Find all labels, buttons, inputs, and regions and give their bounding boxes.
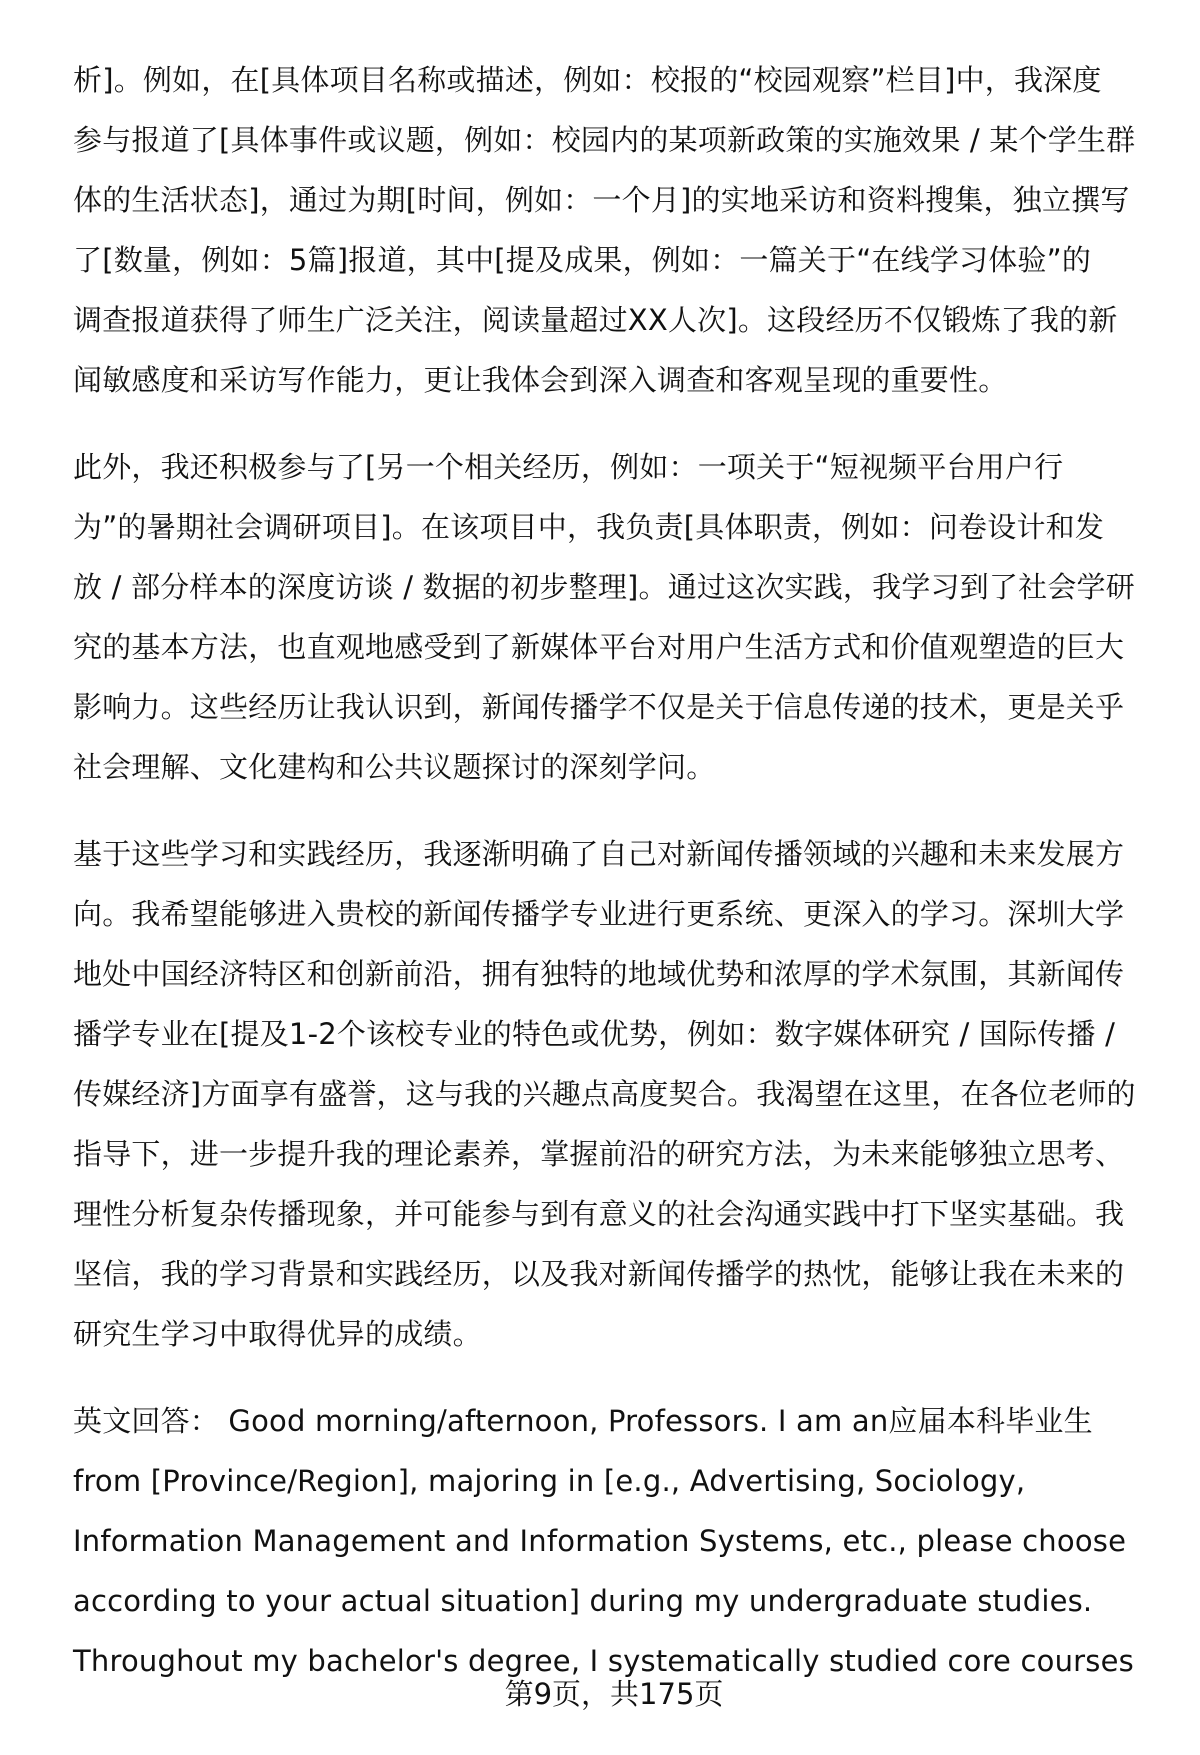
text-line: 传媒经济]方面享有盛誉，这与我的兴趣点高度契合。我渴望在这里，在各位老师的 xyxy=(73,1077,1136,1111)
text-line: 坚信，我的学习背景和实践经历，以及我对新闻传播学的热忱，能够让我在未来的 xyxy=(73,1257,1125,1291)
text-line: 究的基本方法，也直观地感受到了新媒体平台对用户生活方式和价值观塑造的巨大 xyxy=(73,630,1125,664)
page-number: 第9页，共175页 xyxy=(504,1677,724,1711)
text-line: 为”的暑期社会调研项目]。在该项目中，我负责[具体职责，例如：问卷设计和发 xyxy=(73,510,1105,544)
text-line: Information Management and Information Systems, etc., please choose xyxy=(73,1524,1127,1558)
paragraph xyxy=(73,437,1173,797)
text-line: 英文回答： Good morning/afternoon, Professors. I am an应届本科毕业生 xyxy=(73,1404,1093,1438)
text-line: 了[数量，例如：5篇]报道，其中[提及成果，例如：一篇关于“在线学习体验”的 xyxy=(73,243,1092,277)
text-line: 播学专业在[提及1-2个该校专业的特色或优势，例如：数字媒体研究 / 国际传播 / xyxy=(73,1017,1116,1051)
text-line: 向。我希望能够进入贵校的新闻传播学专业进行更系统、更深入的学习。深圳大学 xyxy=(73,897,1125,931)
text-line: 影响力。这些经历让我认识到，新闻传播学不仅是关于信息传递的技术，更是关乎 xyxy=(73,690,1125,724)
text-line: Throughout my bachelor's degree, I systematically studied core courses xyxy=(73,1644,1134,1678)
text-line: 指导下，进一步提升我的理论素养，掌握前沿的研究方法，为未来能够独立思考、 xyxy=(73,1137,1125,1171)
paragraph xyxy=(73,824,1173,1364)
text-line: 基于这些学习和实践经历，我逐渐明确了自己对新闻传播领域的兴趣和未来发展方 xyxy=(73,837,1125,871)
text-line: 调查报道获得了师生广泛关注，阅读量超过XX人次]。这段经历不仅锻炼了我的新 xyxy=(73,303,1118,337)
text-line: 放 / 部分样本的深度访谈 / 数据的初步整理]。通过这次实践，我学习到了社会学研 xyxy=(73,570,1135,604)
document-body xyxy=(73,50,1173,1718)
text-line: 社会理解、文化建构和公共议题探讨的深刻学问。 xyxy=(73,750,716,784)
text-line: 闻敏感度和采访写作能力，更让我体会到深入调查和客观呈现的重要性。 xyxy=(73,363,1008,397)
text-line: from [Province/Region], majoring in [e.g., Advertising, Sociology, xyxy=(73,1464,1026,1498)
text-line: 析]。例如，在[具体项目名称或描述，例如：校报的“校园观察”栏目]中，我深度 xyxy=(73,63,1102,97)
text-line: 体的生活状态]，通过为期[时间，例如：一个月]的实地采访和资料搜集，独立撰写 xyxy=(73,183,1130,217)
text-line: 研究生学习中取得优异的成绩。 xyxy=(73,1317,482,1351)
text-line: 地处中国经济特区和创新前沿，拥有独特的地域优势和浓厚的学术氛围，其新闻传 xyxy=(73,957,1125,991)
paragraph xyxy=(73,1391,1173,1691)
paragraph xyxy=(73,50,1173,410)
text-line: 理性分析复杂传播现象，并可能参与到有意义的社会沟通实践中打下坚实基础。我 xyxy=(73,1197,1125,1231)
text-line: 参与报道了[具体事件或议题，例如：校园内的某项新政策的实施效果 / 某个学生群 xyxy=(73,123,1136,157)
text-line: 此外，我还积极参与了[另一个相关经历，例如：一项关于“短视频平台用户行 xyxy=(73,450,1064,484)
text-line: according to your actual situation] during my undergraduate studies. xyxy=(73,1584,1093,1618)
